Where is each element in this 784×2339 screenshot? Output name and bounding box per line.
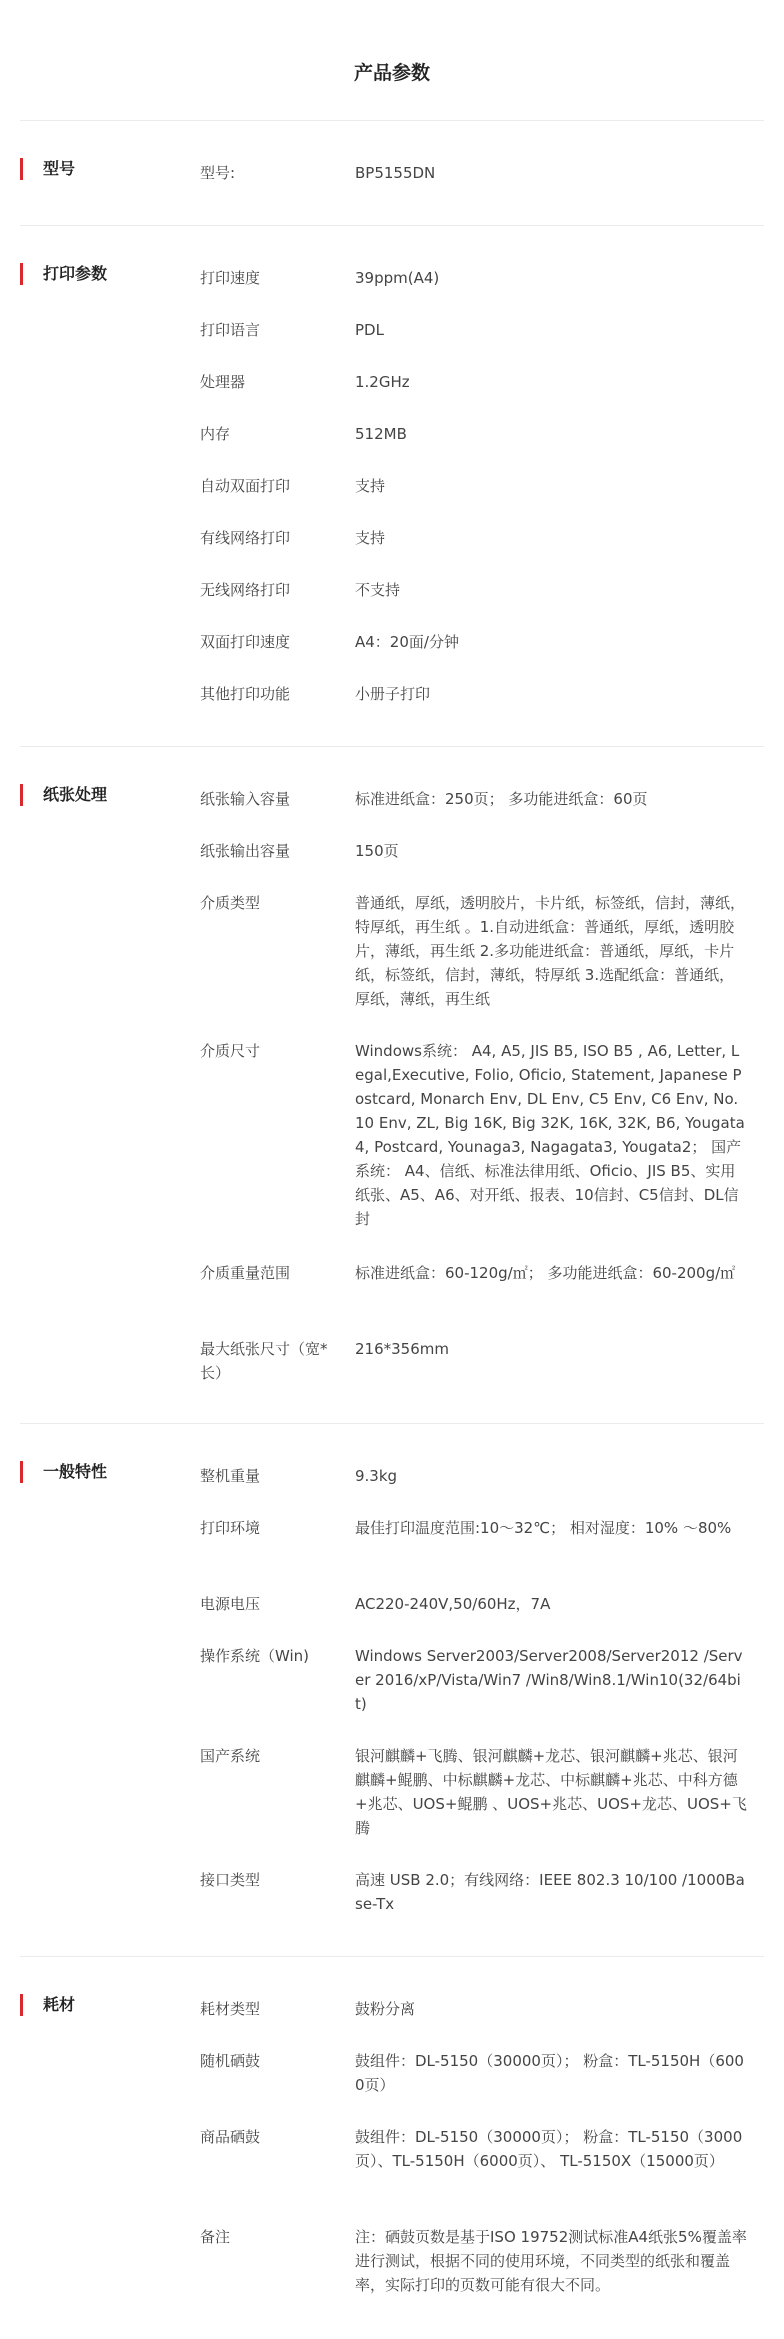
spec-value: 1.2GHz bbox=[355, 373, 410, 391]
spec-value: 不支持 bbox=[355, 581, 401, 599]
spec-value: 9.3kg bbox=[355, 1467, 398, 1485]
spec-value: BP5155DN bbox=[355, 164, 436, 182]
spec-label: 介质类型 bbox=[200, 894, 261, 912]
spec-label: 最大纸张尺寸（宽*长） bbox=[200, 1340, 328, 1382]
spec-label: 处理器 bbox=[200, 373, 246, 391]
spec-label: 其他打印功能 bbox=[200, 685, 291, 703]
spec-value: 注：硒鼓页数是基于ISO 19752测试标准A4纸张5%覆盖率进行测试，根据不同的使用环境，不同类型的纸张和覆盖率，实际打印的页数可能有很大不同。 bbox=[355, 2228, 747, 2294]
spec-label: 商品硒鼓 bbox=[200, 2128, 261, 2146]
section-heading: 打印参数 bbox=[20, 263, 107, 285]
section-heading: 一般特性 bbox=[20, 1461, 107, 1483]
section-heading: 型号 bbox=[20, 158, 75, 180]
spec-label: 自动双面打印 bbox=[200, 477, 291, 495]
spec-label: 打印语言 bbox=[200, 321, 261, 339]
spec-value: 标准进纸盒：60-120g/㎡； 多功能进纸盒：60-200g/㎡ bbox=[355, 1264, 736, 1282]
spec-label: 介质尺寸 bbox=[200, 1042, 261, 1060]
spec-value: A4：20面/分钟 bbox=[355, 633, 459, 651]
spec-value: 标准进纸盒：250页； 多功能进纸盒：60页 bbox=[355, 790, 648, 808]
spec-label: 备注 bbox=[200, 2228, 231, 2246]
spec-label: 纸张输出容量 bbox=[200, 842, 291, 860]
spec-label: 打印环境 bbox=[200, 1519, 261, 1537]
spec-label: 耗材类型 bbox=[200, 2000, 261, 2018]
spec-value: 小册子打印 bbox=[355, 685, 431, 703]
spec-value: 512MB bbox=[355, 425, 407, 443]
section-heading: 耗材 bbox=[20, 1994, 75, 2016]
section-heading: 纸张处理 bbox=[20, 784, 107, 806]
divider bbox=[20, 225, 764, 226]
spec-label: 双面打印速度 bbox=[200, 633, 291, 651]
divider bbox=[20, 746, 764, 747]
spec-value: Windows Server2003/Server2008/Server2012 /Server 2016/xP/Vista/Win7 /Win8/Win8.1/Win10(32/64bit) bbox=[355, 1647, 743, 1713]
spec-label: 接口类型 bbox=[200, 1871, 261, 1889]
spec-value: 216*356mm bbox=[355, 1340, 449, 1358]
spec-value: 高速 USB 2.0；有线网络：IEEE 802.3 10/100 /1000Base-Tx bbox=[355, 1871, 745, 1913]
spec-label: 有线网络打印 bbox=[200, 529, 291, 547]
spec-label: 纸张输入容量 bbox=[200, 790, 291, 808]
spec-label: 型号: bbox=[200, 164, 236, 182]
spec-label: 整机重量 bbox=[200, 1467, 261, 1485]
spec-value: 支持 bbox=[355, 477, 386, 495]
spec-value: PDL bbox=[355, 321, 384, 339]
spec-value: 150页 bbox=[355, 842, 399, 860]
spec-value: 普通纸，厚纸，透明胶片，卡片纸，标签纸，信封，薄纸，特厚纸，再生纸 。1.自动进纸盒：普通纸，厚纸，透明胶片，薄纸，再生纸 2.多功能进纸盒：普通纸，厚纸，卡片纸，标签纸，信封，薄纸，特厚纸 3.选配纸盒：普通纸，厚纸，薄纸，再生纸 bbox=[355, 894, 746, 1008]
spec-value: Windows系统： A4, A5, JIS B5, ISO B5 , A6, Letter, Legal,Executive, Folio, Oficio, Statement, Japanese Postcard, Monarch Env, DL Env, C5 Env, C6 Env, No.10 Env, ZL, Big 16K, Big 32K, 16K, 32K, B6, Yougata4, Postcard, Younaga3, Nagagata3, Yougata2； 国产系统： A4、信纸、标准法律用纸、Oficio、JIS B5、实用纸张、A5、A6、对开纸、报表、10信封、C5信封、DL信封 bbox=[355, 1042, 745, 1228]
spec-value: 鼓组件：DL-5150（30000页）； 粉盒：TL-5150H（6000页） bbox=[355, 2052, 744, 2094]
spec-value: AC220-240V,50/60Hz，7A bbox=[355, 1595, 551, 1613]
divider bbox=[20, 120, 764, 121]
spec-value: 鼓组件：DL-5150（30000页）； 粉盒：TL-5150（3000页）、TL-5150H（6000页）、 TL-5150X（15000页） bbox=[355, 2128, 743, 2170]
spec-value: 鼓粉分离 bbox=[355, 2000, 416, 2018]
divider bbox=[20, 1423, 764, 1424]
divider bbox=[20, 1956, 764, 1957]
page-title: 产品参数 bbox=[353, 62, 430, 84]
spec-label: 内存 bbox=[200, 425, 231, 443]
spec-label: 随机硒鼓 bbox=[200, 2052, 261, 2070]
spec-label: 国产系统 bbox=[200, 1747, 261, 1765]
spec-label: 电源电压 bbox=[200, 1595, 261, 1613]
spec-label: 操作系统（Win) bbox=[200, 1647, 310, 1665]
spec-label: 无线网络打印 bbox=[200, 581, 291, 599]
spec-value: 支持 bbox=[355, 529, 386, 547]
spec-value: 最佳打印温度范围:10～32℃； 相对湿度：10% ～80% bbox=[355, 1519, 732, 1537]
spec-label: 介质重量范围 bbox=[200, 1264, 291, 1282]
spec-label: 打印速度 bbox=[200, 269, 261, 287]
spec-value: 39ppm(A4) bbox=[355, 269, 440, 287]
spec-value: 银河麒麟+飞腾、银河麒麟+龙芯、银河麒麟+兆芯、银河麒麟+鲲鹏、中标麒麟+龙芯、中标麒麟+兆芯、中科方德+兆芯、UOS+鲲鹏 、UOS+兆芯、UOS+龙芯、UOS+飞腾 bbox=[355, 1747, 747, 1837]
